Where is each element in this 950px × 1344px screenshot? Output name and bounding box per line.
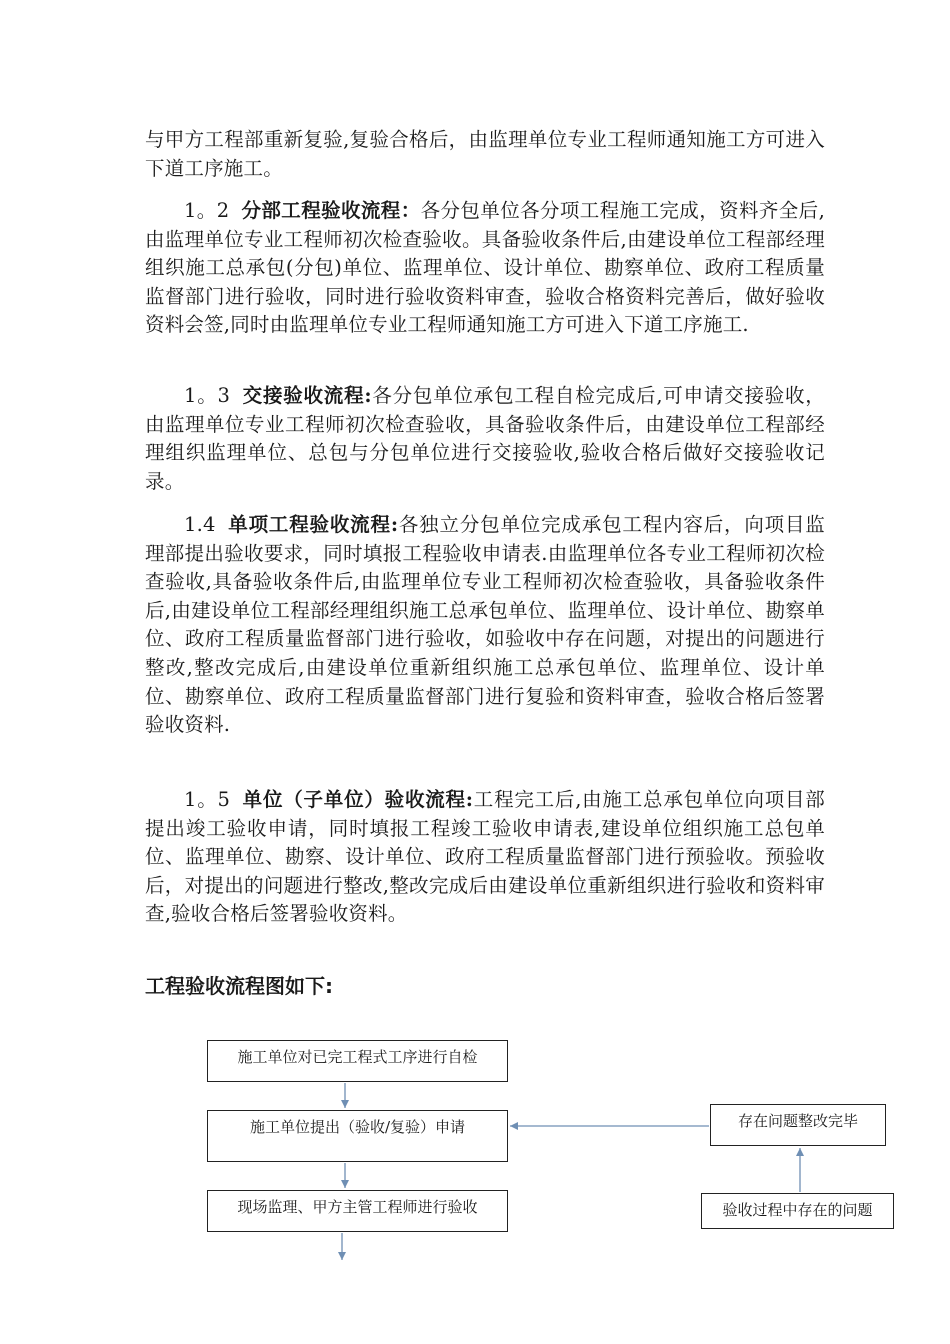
- flow-box-inspect: 现场监理、甲方主管工程师进行验收: [207, 1190, 508, 1232]
- section-number: 1.4: [184, 513, 216, 536]
- section-heading: 单位（子单位）验收流程:: [242, 788, 474, 811]
- section-1-5: [145, 786, 825, 929]
- section-number: 1。5: [184, 788, 231, 811]
- section-1-4: [145, 511, 825, 740]
- section-1-3: [145, 382, 825, 496]
- section-body: 各独立分包单位完成承包工程内容后，向项目监理部提出验收要求，同时填报工程验收申请表.由监理单位各专业工程师初次检查验收,具备验收条件后,由监理单位专业工程师初次检查验收，具备验收条件后,由建设单位工程部经理组织施工总承包单位、监理单位、设计单位、勘察单位、政府工程质量监督部门进行验收，如验收中存在问题，对提出的问题进行整改,整改完成后,由建设单位重新组织施工总承包单位、监理单位、设计单位、勘察单位、政府工程质量监督部门进行复验和资料审查，验收合格后签署验收资料.: [145, 513, 826, 737]
- section-body: 各分包单位各分项工程施工完成，资料齐全后,由监理单位专业工程师初次检查验收。具备验收条件后,由建设单位工程部经理组织施工总承包(分包)单位、监理单位、设计单位、勘察单位、政府工程质量监督部门进行验收，同时进行验收资料审查，验收合格资料完善后，做好验收资料会签,同时由监理单位专业工程师通知施工方可进入下道工序施工.: [145, 199, 825, 337]
- intro-paragraph: [145, 126, 825, 183]
- section-number: 1。2: [184, 199, 230, 222]
- section-body: 各分包单位承包工程自检完成后,可申请交接验收，由监理单位专业工程师初次检查验收，具备验收条件后，由建设单位工程部经理组织监理单位、总包与分包单位进行交接验收,验收合格后做好交接验收记录。: [145, 384, 825, 493]
- flow-box-fixed: 存在问题整改完毕: [710, 1104, 886, 1146]
- flow-box-problems: 验收过程中存在的问题: [701, 1193, 894, 1229]
- intro-text: 与甲方工程部重新复验,复验合格后，由监理单位专业工程师通知施工方可进入下道工序施工。: [145, 128, 825, 180]
- flow-box-self-check: 施工单位对已完工程式工序进行自检: [207, 1040, 508, 1082]
- section-heading: 交接验收流程:: [242, 384, 372, 407]
- section-heading: 分部工程验收流程：: [241, 199, 421, 222]
- flowchart-title: 工程验收流程图如下:: [145, 974, 333, 998]
- section-body: 工程完工后,由施工总承包单位向项目部提出竣工验收申请，同时填报工程竣工验收申请表,建设单位组织施工总包单位、监理单位、勘察、设计单位、政府工程质量监督部门进行预验收。预验收后，对提出的问题进行整改,整改完成后由建设单位重新组织进行验收和资料审查,验收合格后签署验收资料。: [145, 788, 825, 926]
- section-number: 1。3: [184, 384, 231, 407]
- flow-box-apply: 施工单位提出（验收/复验）申请: [207, 1110, 508, 1162]
- section-1-2: [145, 197, 825, 340]
- section-heading: 单项工程验收流程:: [227, 513, 399, 536]
